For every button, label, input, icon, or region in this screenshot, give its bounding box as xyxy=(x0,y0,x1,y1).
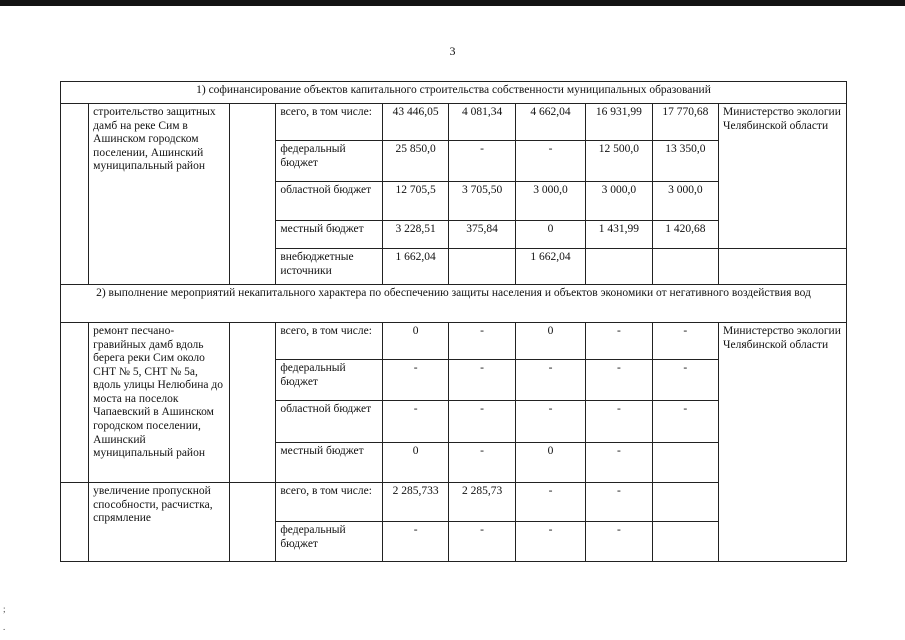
amount-cell: - xyxy=(449,401,515,443)
funding-source: федеральный бюджет xyxy=(276,360,383,401)
margin-mark: ; xyxy=(3,604,6,614)
amount-cell: 12 500,0 xyxy=(586,141,652,182)
amount-cell: 1 420,68 xyxy=(652,221,718,249)
amount-cell: - xyxy=(515,360,585,401)
funding-source: местный бюджет xyxy=(276,443,383,483)
funding-source: всего, в том числе: xyxy=(276,104,383,141)
funding-source: федеральный бюджет xyxy=(276,522,383,562)
funding-source: внебюджетные источники xyxy=(276,249,383,285)
object-name-cell: ремонт песчано-гравийных дамб вдоль берега реки Сим около СНТ № 5, СНТ № 5а, вдоль улицы Нелюбина до моста на поселок Чапаевский в Ашинском городском поселении, Ашинский муниципальный район xyxy=(89,323,230,483)
object-name-cell: увеличение пропускной способности, расчистка, спрямление xyxy=(89,483,230,562)
amount-cell: 25 850,0 xyxy=(382,141,448,182)
amount-cell xyxy=(586,249,652,285)
period-cell xyxy=(230,483,276,562)
amount-cell: 3 000,0 xyxy=(652,182,718,221)
amount-cell: 12 705,5 xyxy=(382,182,448,221)
section-header-row xyxy=(61,82,847,104)
number-cell xyxy=(61,323,89,483)
amount-cell: - xyxy=(449,443,515,483)
amount-cell: 0 xyxy=(382,323,448,360)
funding-source: областной бюджет xyxy=(276,182,383,221)
amount-cell: 3 000,0 xyxy=(586,182,652,221)
number-cell xyxy=(61,483,89,562)
amount-cell: 375,84 xyxy=(449,221,515,249)
amount-cell: - xyxy=(586,443,652,483)
amount-cell: - xyxy=(515,483,585,522)
funding-source: местный бюджет xyxy=(276,221,383,249)
amount-cell: - xyxy=(586,360,652,401)
amount-cell: 13 350,0 xyxy=(652,141,718,182)
top-edge-bar xyxy=(0,0,905,6)
amount-cell: - xyxy=(449,360,515,401)
amount-cell: 0 xyxy=(382,443,448,483)
amount-cell xyxy=(652,483,718,522)
amount-cell: - xyxy=(449,323,515,360)
table-row xyxy=(61,104,847,141)
amount-cell: - xyxy=(652,360,718,401)
executor-cell-empty xyxy=(719,249,847,285)
funding-source: федеральный бюджет xyxy=(276,141,383,182)
object-name-cell: строительство защитных дамб на реке Сим в Ашинском городском поселении, Ашинский муниципальный район xyxy=(89,104,230,285)
amount-cell: 1 662,04 xyxy=(515,249,585,285)
amount-cell: - xyxy=(382,401,448,443)
amount-cell: 4 081,34 xyxy=(449,104,515,141)
amount-cell: - xyxy=(449,522,515,562)
amount-cell: 3 705,50 xyxy=(449,182,515,221)
amount-cell: - xyxy=(382,522,448,562)
amount-cell xyxy=(449,249,515,285)
section-header-row xyxy=(61,285,847,323)
number-cell xyxy=(61,104,89,285)
amount-cell: - xyxy=(652,323,718,360)
funding-source: всего, в том числе: xyxy=(276,483,383,522)
amount-cell xyxy=(652,522,718,562)
amount-cell: 16 931,99 xyxy=(586,104,652,141)
executor-cell: Министерство экологии Челябинской области xyxy=(719,323,847,562)
section-title: 2) выполнение мероприятий некапитального характера по обеспечению защиты населения и объектов экономики от негативного воздействия вод xyxy=(61,285,847,323)
page-number: 3 xyxy=(449,44,456,58)
amount-cell: 1 662,04 xyxy=(382,249,448,285)
period-cell xyxy=(230,104,276,285)
amount-cell: 1 431,99 xyxy=(586,221,652,249)
amount-cell: 0 xyxy=(515,443,585,483)
amount-cell: 0 xyxy=(515,323,585,360)
amount-cell: 3 228,51 xyxy=(382,221,448,249)
funding-source: всего, в том числе: xyxy=(276,323,383,360)
amount-cell xyxy=(652,443,718,483)
amount-cell: - xyxy=(652,401,718,443)
budget-table xyxy=(60,81,847,562)
amount-cell: 4 662,04 xyxy=(515,104,585,141)
table-row xyxy=(61,323,847,360)
executor-cell: Министерство экологии Челябинской области xyxy=(719,104,847,249)
amount-cell: - xyxy=(586,401,652,443)
amount-cell: 3 000,0 xyxy=(515,182,585,221)
period-cell xyxy=(230,323,276,483)
amount-cell: - xyxy=(449,141,515,182)
amount-cell: - xyxy=(586,323,652,360)
amount-cell: 43 446,05 xyxy=(382,104,448,141)
amount-cell: 0 xyxy=(515,221,585,249)
amount-cell: 2 285,73 xyxy=(449,483,515,522)
amount-cell: - xyxy=(586,522,652,562)
amount-cell: - xyxy=(515,522,585,562)
amount-cell: - xyxy=(515,401,585,443)
amount-cell: - xyxy=(515,141,585,182)
amount-cell: 2 285,733 xyxy=(382,483,448,522)
amount-cell: 17 770,68 xyxy=(652,104,718,141)
section-title: 1) софинансирование объектов капитального строительства собственности муниципальных образований xyxy=(61,82,847,104)
amount-cell xyxy=(652,249,718,285)
funding-source: областной бюджет xyxy=(276,401,383,443)
margin-mark: . xyxy=(3,622,6,632)
amount-cell: - xyxy=(586,483,652,522)
amount-cell: - xyxy=(382,360,448,401)
